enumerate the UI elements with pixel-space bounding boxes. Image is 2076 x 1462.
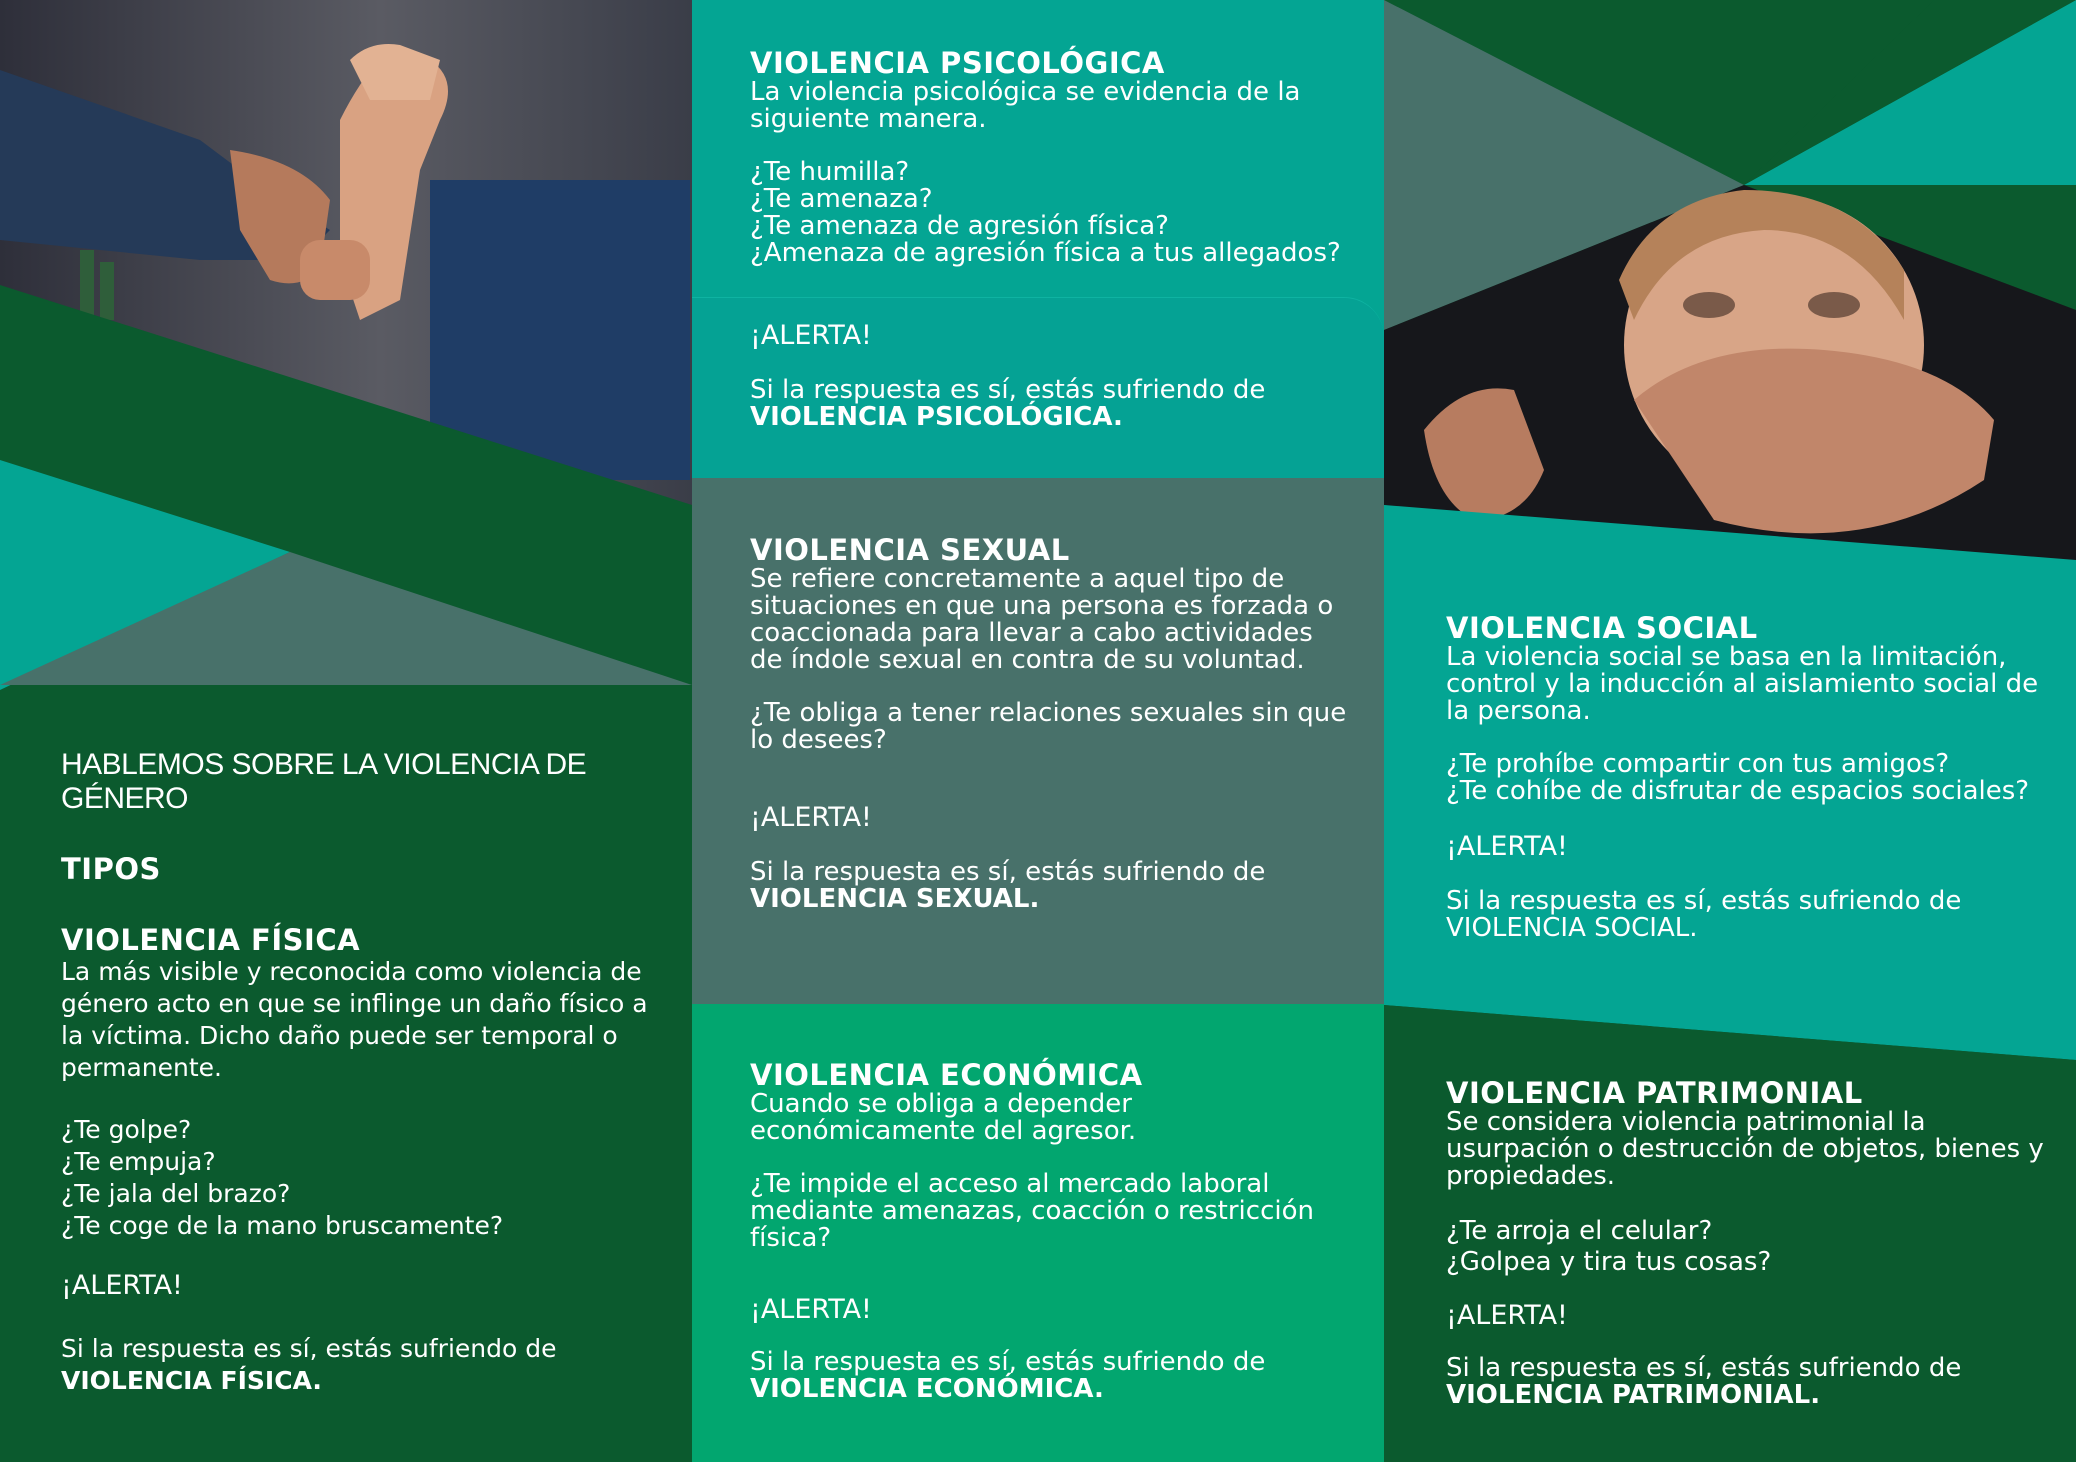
left-panel — [0, 0, 692, 1462]
economica-heading: VIOLENCIA ECONÓMICA — [750, 1058, 1143, 1092]
left-text — [61, 748, 661, 1397]
psicologica-text — [750, 48, 1370, 267]
fisica-answer: Si la respuesta es sí, estás sufriendo de — [61, 1334, 557, 1363]
economica-conclusion: VIOLENCIA ECONÓMICA. — [750, 1374, 1104, 1404]
economica-question: ¿Te impide el acceso al mercado laboral mediante amenazas, coacción o restricción física? — [750, 1169, 1314, 1253]
fisica-question: ¿Te empuja? — [61, 1147, 216, 1176]
fisica-alert: ¡ALERTA! — [61, 1270, 183, 1301]
fisica-heading: VIOLENCIA FÍSICA — [61, 923, 361, 957]
patrimonial-text — [1446, 1078, 2066, 1409]
patrimonial-answer: Si la respuesta es sí, estás sufriendo de — [1446, 1353, 1962, 1383]
social-alert: ¡ALERTA! — [1446, 831, 1568, 862]
economica-alert: ¡ALERTA! — [750, 1294, 872, 1325]
psicologica-question: ¿Te amenaza de agresión física? — [750, 211, 1169, 241]
psicologica-answer: Si la respuesta es sí, estás sufriendo de — [750, 375, 1266, 405]
sexual-body: Se refiere concretamente a aquel tipo de situaciones en que una persona es forzada o coaccionada para llevar a cabo actividades de índole sexual en contra de su voluntad. — [750, 564, 1334, 675]
social-conclusion: VIOLENCIA SOCIAL. — [1446, 913, 1698, 943]
fisica-body: La más visible y reconocida como violencia de género acto en que se inflinge un daño físico a la víctima. Dicho daño puede ser temporal o permanente. — [61, 957, 648, 1082]
psicologica-question: ¿Te humilla? — [750, 157, 910, 187]
psicologica-heading: VIOLENCIA PSICOLÓGICA — [750, 46, 1165, 80]
social-text — [1446, 613, 2066, 942]
right-panel — [1384, 0, 2076, 1462]
sexual-text — [750, 535, 1350, 913]
fisica-question: ¿Te coge de la mano bruscamente? — [61, 1211, 504, 1240]
patrimonial-heading: VIOLENCIA PATRIMONIAL — [1446, 1076, 1863, 1110]
fisica-question: ¿Te jala del brazo? — [61, 1179, 291, 1208]
social-question: ¿Te prohíbe compartir con tus amigos? — [1446, 749, 1950, 779]
patrimonial-alert: ¡ALERTA! — [1446, 1300, 1568, 1331]
psicologica-body: La violencia psicológica se evidencia de la siguiente manera. — [750, 77, 1301, 134]
sexual-conclusion: VIOLENCIA SEXUAL. — [750, 884, 1040, 914]
patrimonial-conclusion: VIOLENCIA PATRIMONIAL. — [1446, 1380, 1821, 1410]
psicologica-question: ¿Amenaza de agresión física a tus allegados? — [750, 238, 1341, 268]
economica-answer: Si la respuesta es sí, estás sufriendo de — [750, 1347, 1266, 1377]
left-decor — [0, 0, 692, 700]
psicologica-question: ¿Te amenaza? — [750, 184, 933, 214]
page-title: HABLEMOS SOBRE LA VIOLENCIA DE GÉNERO — [61, 748, 587, 815]
patrimonial-question: ¿Golpea y tira tus cosas? — [1446, 1247, 1772, 1277]
psicologica-alert: ¡ALERTA! — [750, 320, 872, 351]
fisica-conclusion: VIOLENCIA FÍSICA. — [61, 1366, 322, 1395]
fisica-question: ¿Te golpe? — [61, 1115, 192, 1144]
sexual-heading: VIOLENCIA SEXUAL — [750, 533, 1070, 567]
social-answer: Si la respuesta es sí, estás sufriendo de — [1446, 886, 1962, 916]
social-question: ¿Te cohíbe de disfrutar de espacios sociales? — [1446, 776, 2030, 806]
patrimonial-body: Se considera violencia patrimonial la usurpación o destrucción de objetos, bienes y propiedades. — [1446, 1107, 2044, 1191]
psicologica-alert-text — [750, 322, 1370, 431]
economica-text — [750, 1060, 1330, 1403]
economica-body: Cuando se obliga a depender económicamente del agresor. — [750, 1089, 1137, 1146]
sexual-alert: ¡ALERTA! — [750, 802, 872, 833]
patrimonial-question: ¿Te arroja el celular? — [1446, 1216, 1713, 1246]
middle-panel — [692, 0, 1384, 1462]
social-heading: VIOLENCIA SOCIAL — [1446, 611, 1758, 645]
social-body: La violencia social se basa en la limitación, control y la inducción al aislamiento social de la persona. — [1446, 642, 2039, 726]
psicologica-conclusion: VIOLENCIA PSICOLÓGICA. — [750, 402, 1123, 432]
sexual-answer: Si la respuesta es sí, estás sufriendo de — [750, 857, 1266, 887]
types-heading: TIPOS — [61, 852, 161, 886]
sexual-question: ¿Te obliga a tener relaciones sexuales sin que lo desees? — [750, 698, 1347, 755]
